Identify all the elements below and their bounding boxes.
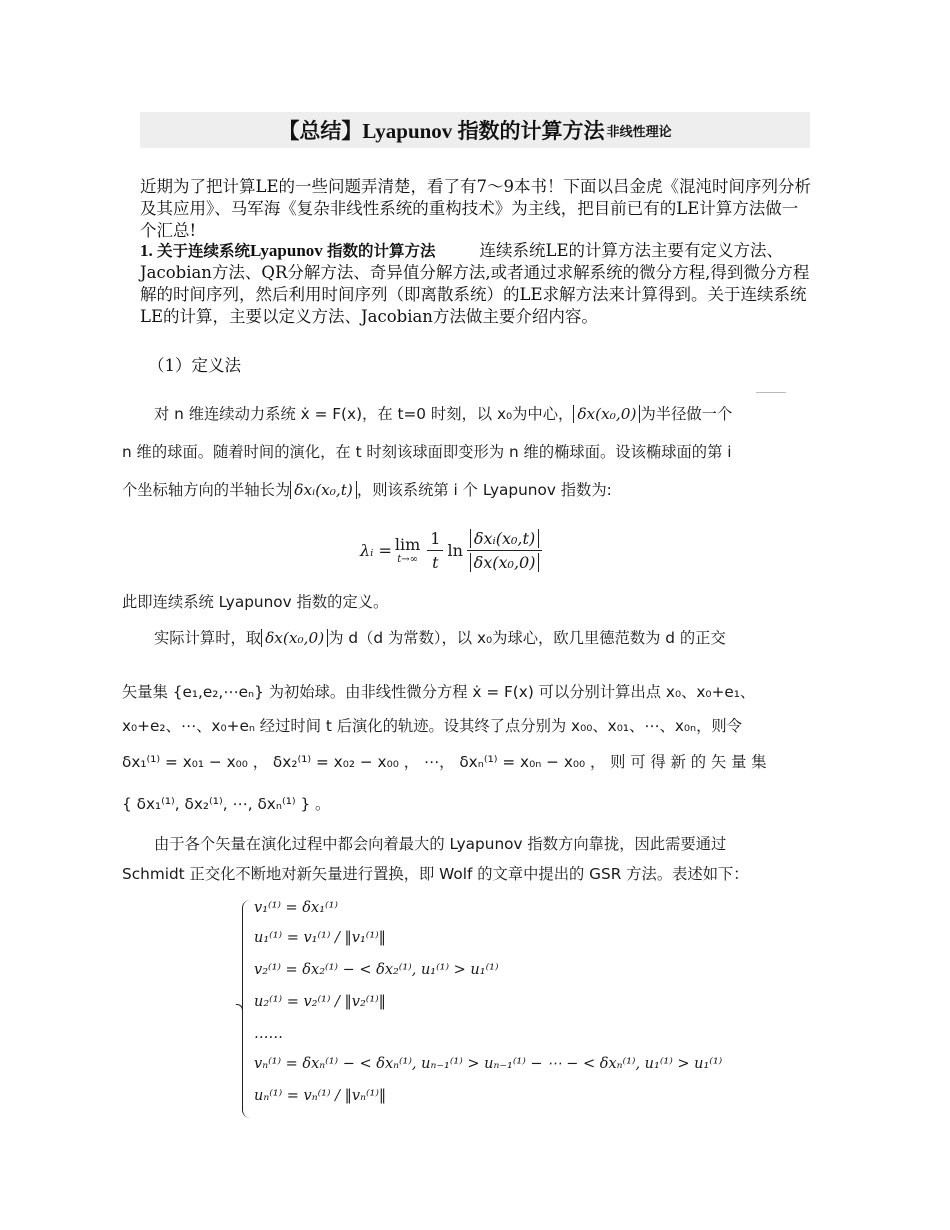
scan-line-11: Schmidt 正交化不断地对新矢量进行置换，即 Wolf 的文章中提出的 GSR 方法。表述如下： <box>122 865 749 883</box>
gsr-eq-7: uₙ⁽¹⁾ = vₙ⁽¹⁾ / ‖vₙ⁽¹⁾‖ <box>254 1088 387 1104</box>
formula-frac-1 <box>427 529 443 572</box>
scan-line-5c: 为 d（d 为常数），以 x₀为球心，欧几里德范数为 d 的正交 <box>328 629 726 647</box>
scan-line-6: 矢量集 {e₁,e₂,⋯eₙ} 为初始球。由非线性微分方程 ẋ = F(x) 可以分别计算出点 x₀、x₀+e₁、 <box>122 683 756 701</box>
scan-line-8: δx₁⁽¹⁾ = x₀₁ − x₀₀ ， δx₂⁽¹⁾ = x₀₂ − x₀₀ ， ⋯， δxₙ⁽¹⁾ = x₀ₙ − x₀₀ ， 则 可 得 新 的 矢 量 集 <box>122 753 767 771</box>
gsr-eq-3: v₂⁽¹⁾ = δx₂⁽¹⁾ − < δx₂⁽¹⁾, u₁⁽¹⁾ > u₁⁽¹⁾ <box>254 962 499 978</box>
gsr-equation-system <box>242 900 762 1120</box>
scan-norm-3: δx(x₀,0) <box>261 629 328 647</box>
scan-edge-mark <box>756 392 786 399</box>
scan-line-5 <box>154 626 726 648</box>
formula-frac1-num: 1 <box>427 529 443 551</box>
title-bracket-tag: 【总结】 <box>278 119 363 143</box>
section-1-text: 连续系统LE的计算方法主要有定义方法、Jacobian方法、QR分解方法、奇异值分解方法,或者通过求解系统的微分方程,得到微分方程解的时间序列，然后利用时间序列（即离散系统）的LE求解方法来计算得到。关于连续系统LE的计算，主要以定义方法、Jacobian方法做主要介绍内容。 <box>140 241 810 326</box>
scan-line-3a: 个坐标轴方向的半轴长为 <box>122 481 291 499</box>
scan-line-4: 此即连续系统 Lyapunov 指数的定义。 <box>122 593 389 611</box>
section-1-heading-a: 关于连续系统 <box>157 242 251 260</box>
formula-numerator: δxᵢ(x₀,t) <box>470 529 539 548</box>
subheading-definition-method: （1）定义法 <box>148 356 241 375</box>
title-suffix: 指数的计算方法 <box>457 119 605 143</box>
section-1-number: 1. <box>140 241 157 260</box>
section-1-heading-latin: Lyapunov <box>250 241 328 260</box>
formula-lim: lim <box>394 535 421 554</box>
section-1-heading <box>140 242 436 260</box>
left-brace <box>242 900 251 1118</box>
formula-lim-sub: t→∞ <box>397 554 418 565</box>
scan-line-2: n 维的球面。随着时间的演化，在 t 时刻该球面即变形为 n 维的椭球面。设该椭球面的第 i <box>122 443 732 461</box>
title-category: 非线性理论 <box>606 124 672 140</box>
scan-norm-1: δx(x₀,0) <box>573 405 640 423</box>
formula-limit <box>395 535 420 565</box>
document-title-bar <box>140 112 810 148</box>
formula-frac-2 <box>467 529 542 572</box>
document-title <box>278 115 604 145</box>
lyapunov-definition-formula <box>360 522 546 578</box>
scan-line-7: x₀+e₂、⋯、x₀+eₙ 经过时间 t 后演化的轨迹。设其终了点分别为 x₀₀、x₀₁、⋯、x₀ₙ，则令 <box>122 717 743 735</box>
formula-frac1-den: t <box>432 552 439 572</box>
gsr-eq-4: u₂⁽¹⁾ = v₂⁽¹⁾ / ‖v₂⁽¹⁾‖ <box>254 994 386 1010</box>
scan-line-1c: 为半径做一个 <box>640 405 733 423</box>
gsr-eq-2: u₁⁽¹⁾ = v₁⁽¹⁾ / ‖v₁⁽¹⁾‖ <box>254 930 386 946</box>
scan-line-3 <box>122 478 612 500</box>
formula-lhs: λᵢ = <box>360 540 392 560</box>
scan-line-1 <box>154 402 732 424</box>
gsr-eq-1: v₁⁽¹⁾ = δx₁⁽¹⁾ <box>254 900 338 916</box>
title-latin: Lyapunov <box>362 119 458 143</box>
scan-line-5a: 实际计算时，取 <box>154 629 262 647</box>
section-1-paragraph <box>140 240 814 328</box>
scan-line-3c: ，则该系统第 i 个 Lyapunov 指数为: <box>356 481 612 499</box>
scan-line-10: 由于各个矢量在演化过程中都会向着最大的 Lyapunov 指数方向靠拢，因此需要通过 <box>154 835 727 853</box>
scan-norm-2: δxᵢ(x₀,t) <box>290 481 357 499</box>
gsr-eq-5: …… <box>254 1026 283 1042</box>
gsr-eq-6: vₙ⁽¹⁾ = δxₙ⁽¹⁾ − < δxₙ⁽¹⁾, uₙ₋₁⁽¹⁾ > uₙ₋₁⁽¹⁾ − ⋯ − < δxₙ⁽¹⁾, u₁⁽¹⁾ > u₁⁽¹⁾ <box>254 1056 723 1072</box>
scanned-excerpt-image <box>112 392 802 1152</box>
intro-paragraph: 近期为了把计算LE的一些问题弄清楚，看了有7～9本书！下面以吕金虎《混沌时间序列分析及其应用》、马军海《复杂非线性系统的重构技术》为主线，把目前已有的LE计算方法做一个汇总! <box>140 177 811 240</box>
formula-ln: ln <box>447 540 463 560</box>
scan-line-1a: 对 n 维连续动力系统 ẋ = F(x)，在 t=0 时刻，以 x₀为中心， <box>154 405 574 423</box>
scan-line-9: { δx₁⁽¹⁾, δx₂⁽¹⁾, ⋯, δxₙ⁽¹⁾ } 。 <box>122 795 331 813</box>
formula-denominator: δx(x₀,0) <box>470 553 540 572</box>
section-1-heading-b: 指数的计算方法 <box>327 242 436 260</box>
